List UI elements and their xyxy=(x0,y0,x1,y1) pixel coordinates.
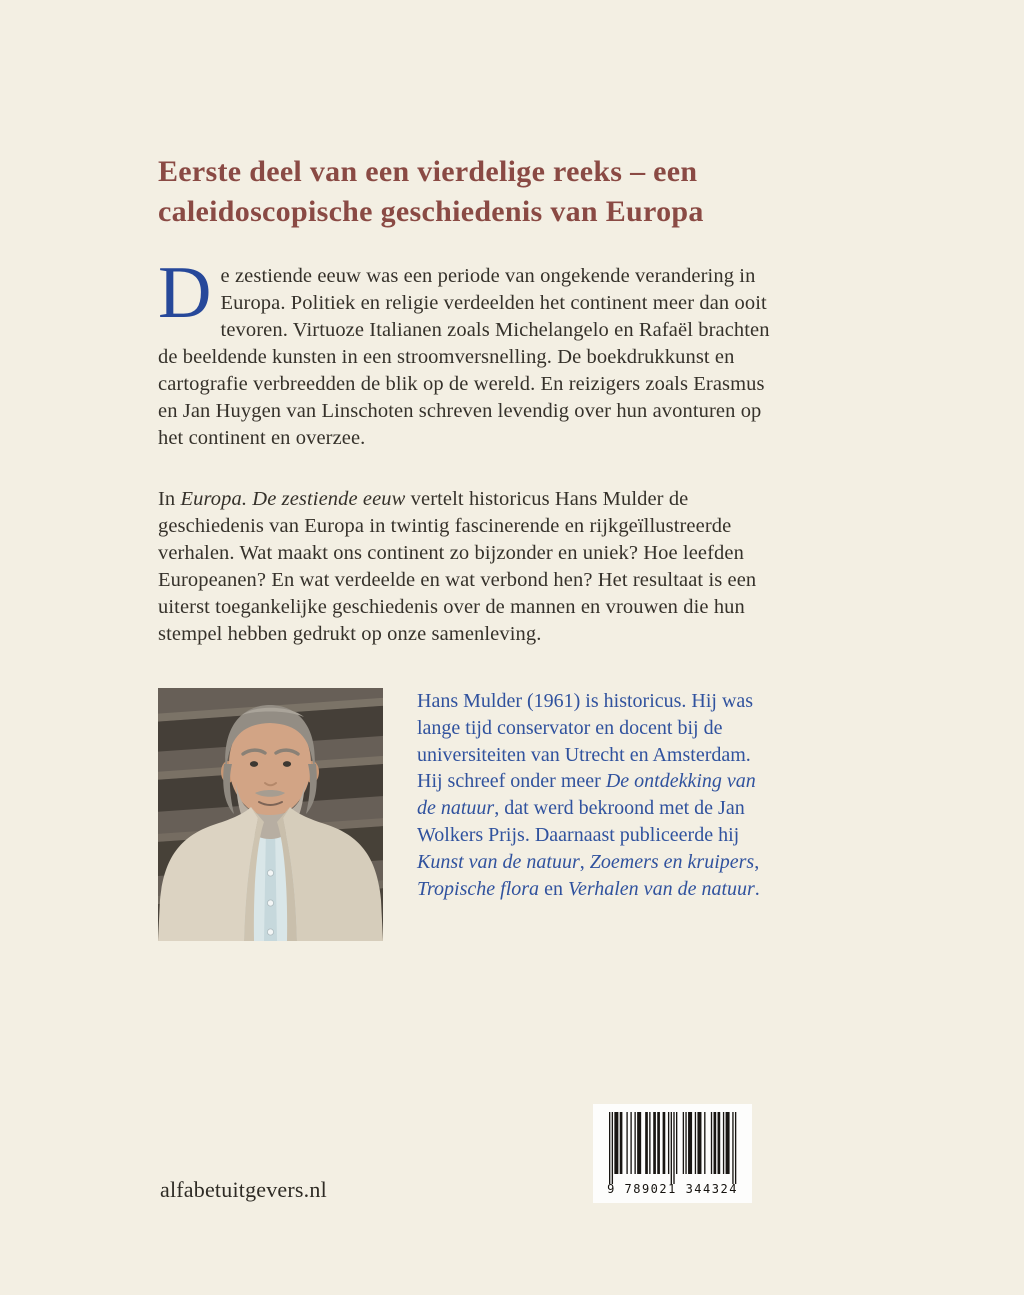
series-heading xyxy=(158,152,798,232)
series-heading-line1: Eerste deel van een vierdelige reeks – een xyxy=(158,155,698,188)
barcode xyxy=(593,1104,752,1203)
author-photo xyxy=(158,688,383,941)
intro-paragraph xyxy=(158,252,770,452)
author-bio: Hans Mulder (1961) is historicus. Hij was lange tijd conservator en docent bij de universiteiten van Utrecht en Amsterdam. Hij schreef onder meer De ontdekking van de natuur, dat werd bekroond met de Jan Wolkers Prijs. Daarnaast publiceerde hij Kunst van de natuur, Zoemers en kruipers, Tropische flora en Verhalen van de natuur. xyxy=(417,690,760,900)
synopsis-paragraph: In Europa. De zestiende eeuw vertelt historicus Hans Mulder de geschiedenis van Europa in twintig fascinerende en rijkgeïllustreerde verhalen. Wat maakt ons continent zo bijzonder en uniek? Hoe leefden Europeanen? En wat verdeelde en wat verbond hen? Het resultaat is een uiterst toegankelijke geschiedenis over de mannen en vrouwen die hun stempel hebben gedrukt op onze samenleving. xyxy=(158,488,757,645)
publisher-url: alfabetuitgevers.nl xyxy=(160,1177,327,1202)
drop-cap-letter: D xyxy=(158,252,212,334)
series-heading-line2: caleidoscopische geschiedenis van Europa xyxy=(158,195,704,228)
intro-text: e zestiende eeuw was een periode van ongekende verandering in Europa. Politiek en religie verdeelden het continent meer dan ooit tevoren. Virtuoze Italianen zoals Michelangelo en Rafaël brachten de beeldende kunsten in een stroomversnelling. De boekdrukkunst en cartografie verbreedden de blik op de wereld. En reizigers zoals Erasmus en Jan Huygen van Linschoten schreven levendig over hun avonturen op het continent en overzee. xyxy=(158,265,770,449)
author-section xyxy=(158,688,778,941)
barcode-bars xyxy=(593,1110,752,1184)
barcode-number: 9 789021 344324 xyxy=(607,1182,738,1196)
author-portrait-illustration xyxy=(158,688,383,941)
